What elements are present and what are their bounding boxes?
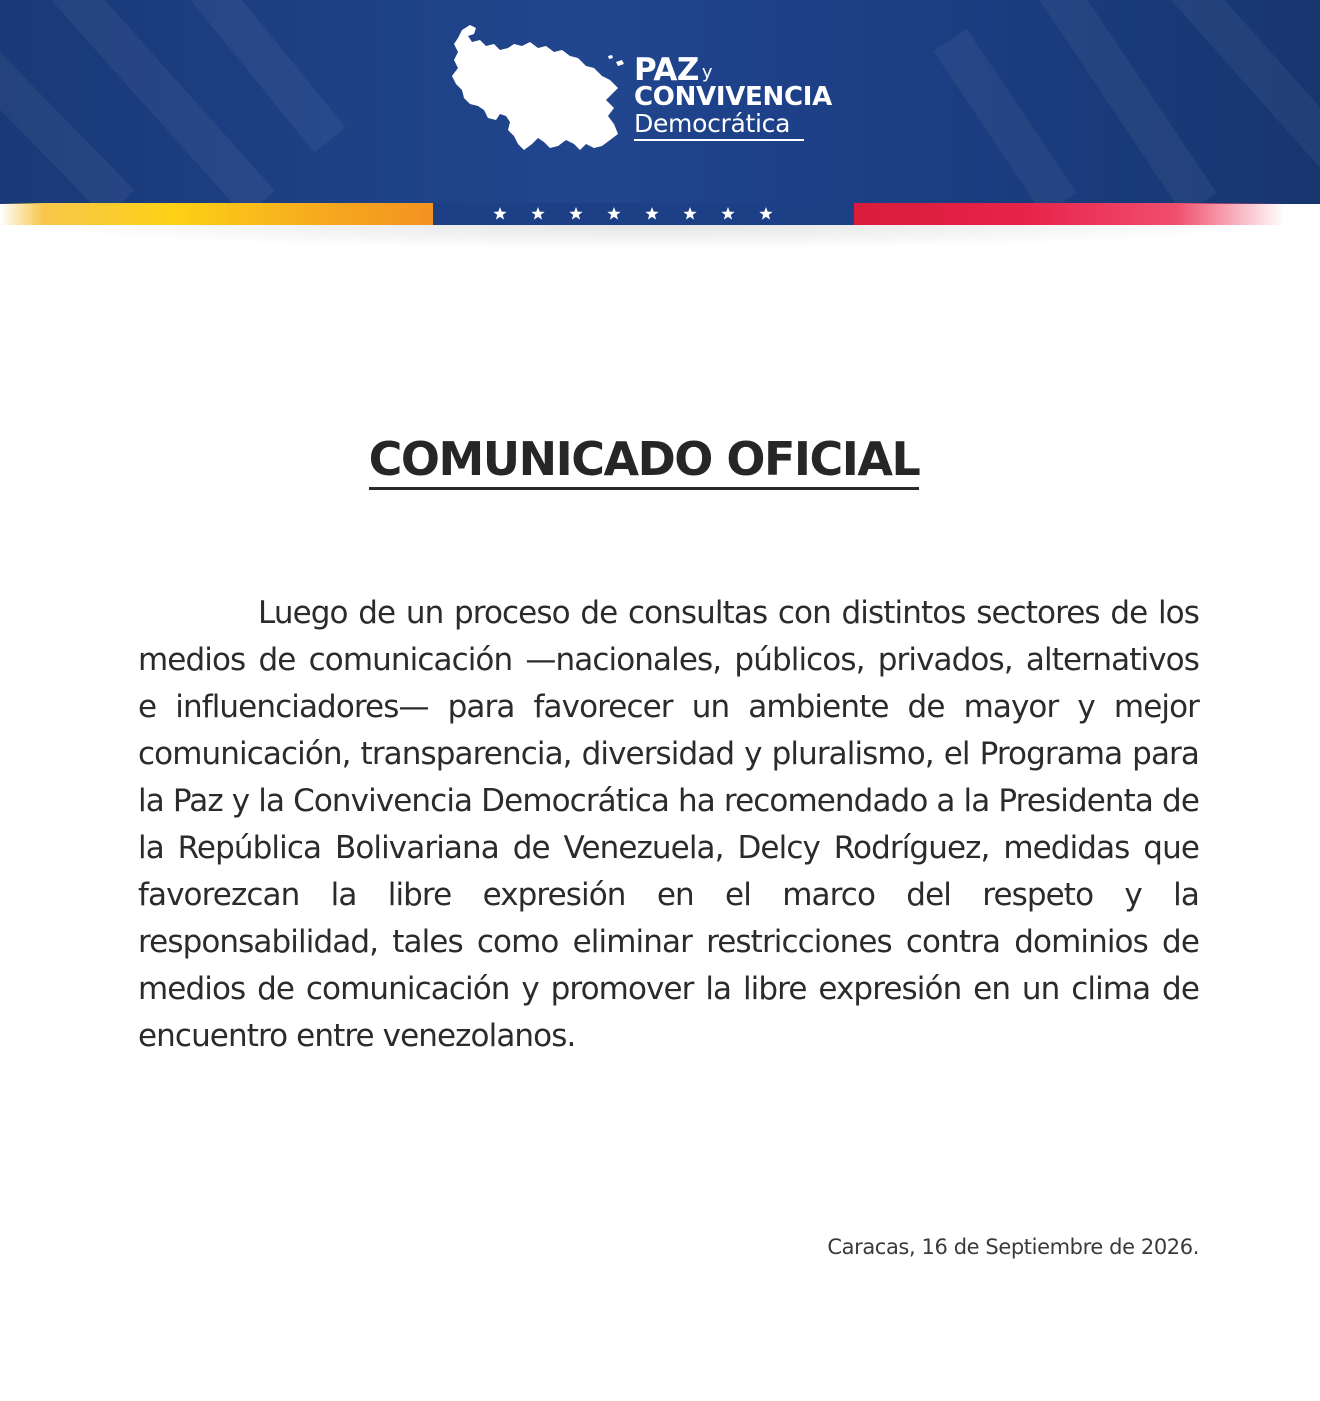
- document-date: Caracas, 16 de Septiembre de 2026.: [827, 1235, 1199, 1259]
- logo-word-convivencia: CONVIVENCIA: [634, 82, 832, 112]
- flag-stripe-red: [854, 203, 1284, 225]
- header-banner: [0, 0, 1320, 204]
- logo-word-democratica: Democrática: [634, 110, 804, 141]
- star-icon: [683, 207, 696, 220]
- star-icon: [607, 207, 620, 220]
- stripe-shadow: [20, 225, 1280, 249]
- flag-stripe-yellow: [0, 203, 433, 225]
- logo-connector: y: [701, 62, 713, 83]
- star-icon: [493, 207, 506, 220]
- star-icon: [531, 207, 544, 220]
- flag-stars: [490, 204, 790, 224]
- star-icon: [721, 207, 734, 220]
- star-icon: [569, 207, 582, 220]
- program-logo-text: [634, 52, 832, 141]
- logo-word-paz: PAZ: [634, 52, 699, 88]
- document-title: COMUNICADO OFICIAL: [369, 432, 920, 490]
- venezuela-map-icon: [448, 22, 628, 158]
- title-container: [0, 432, 1304, 490]
- star-icon: [645, 207, 658, 220]
- document-body: Luego de un proceso de consultas con distintos sectores de los medios de comunicación —nacionales, públicos, privados, alternativos e influenciadores— para favorecer un ambiente de mayor y mejor comunicación, transparencia, diversidad y pluralismo, el Programa para la Paz y la Convivencia Democrática ha recomendado a la Presidenta de la República Bolivariana de Venezuela, Delcy Rodríguez, medidas que favorezcan la libre expresión en el marco del respeto y la responsabilidad, tales como eliminar restricciones contra dominios de medios de comunicación y promover la libre expresión en un clima de encuentro entre venezolanos.: [138, 595, 1199, 1054]
- star-icon: [759, 207, 772, 220]
